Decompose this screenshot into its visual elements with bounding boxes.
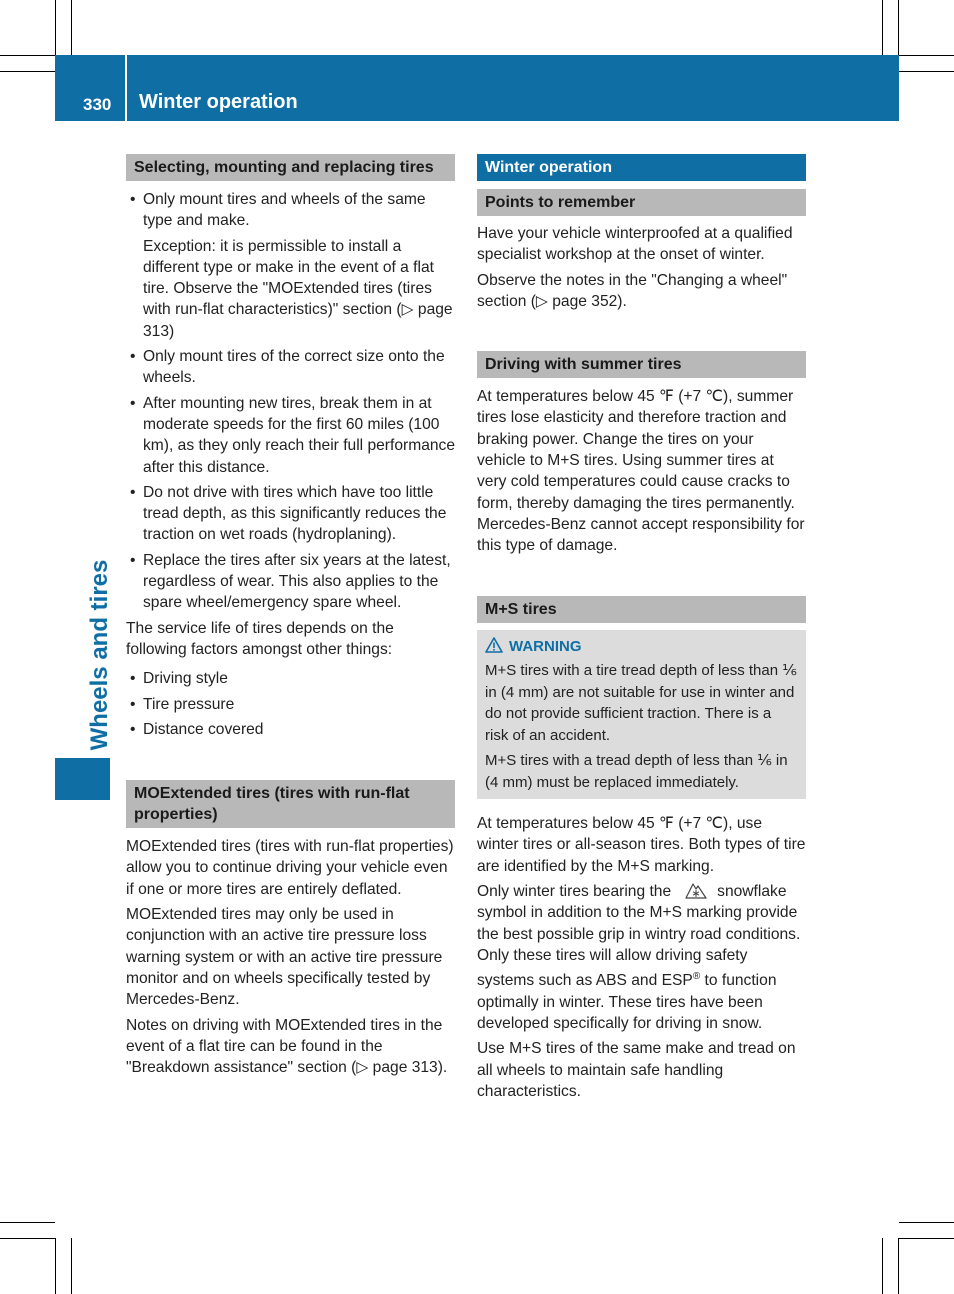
- section-heading-main: Winter operation: [477, 154, 806, 181]
- paragraph: Observe the notes in the "Changing a wheel" section (▷ page 352).: [477, 271, 788, 310]
- warning-title: [485, 636, 798, 658]
- list-item-subtext: Exception: it is permissible to install a different type or make in the event of a flat tire. Observe the "MOExtended tires (tires with run-flat characteristics)" section (▷ page 313): [143, 237, 453, 340]
- paragraph: MOExtended tires may only be used in conjunction with an active tire pressure loss warning system or with an active tire pressure monitor and on wheels specifically tested by Mercedes-Benz.: [126, 906, 443, 1009]
- paragraph: Use M+S tires of the same make and tread on all wheels to maintain safe handling characteristics.: [477, 1040, 796, 1100]
- factors-list: [126, 668, 455, 740]
- page-number: 330: [83, 95, 112, 114]
- list-item: • After mounting new tires, break them in at moderate speeds for the first 60 miles (100 km), as they only reach their full performance after this distance.: [126, 393, 455, 478]
- crop-mark: [0, 71, 55, 72]
- warning-title-text: WARNING: [509, 637, 582, 655]
- crop-mark: [0, 1222, 55, 1223]
- list-item: • Distance covered: [126, 719, 455, 740]
- right-column: [477, 154, 806, 1106]
- warning-box: [477, 630, 806, 800]
- tire-rules-list: [126, 189, 455, 614]
- paragraph: Have your vehicle winterproofed at a qualified specialist workshop at the onset of winter.: [477, 225, 793, 264]
- section-heading: Driving with summer tires: [477, 351, 806, 378]
- section-heading: MOExtended tires (tires with run-flat properties): [126, 780, 455, 828]
- left-column: [126, 154, 455, 1082]
- crop-mark: [71, 1238, 72, 1294]
- text-run: snowflake symbol in addition to the M+S marking provide the best possible grip in wintry road conditions. Only these tires will allow driving safety systems such as ABS and ESP: [477, 882, 801, 990]
- crop-mark: [0, 55, 55, 56]
- text-run: to function optimally in winter. These tires have been developed specifically for driving in snow.: [477, 972, 777, 1032]
- page-header: [55, 55, 899, 121]
- chapter-label: Wheels and tires: [86, 559, 113, 751]
- list-item-text: • Only mount tires and wheels of the same type and make.: [143, 191, 426, 230]
- list-item: • Only mount tires of the correct size onto the wheels.: [126, 346, 455, 389]
- crop-mark: [55, 1238, 56, 1294]
- crop-mark: [899, 1238, 954, 1239]
- crop-mark: [71, 0, 72, 55]
- paragraph: [477, 881, 806, 1034]
- warning-text: M+S tires with a tread depth of less than ⅙ in (4 mm) must be replaced immediately.: [485, 752, 788, 791]
- registered-mark: ®: [692, 971, 701, 983]
- paragraph: At temperatures below 45 ℉ (+7 ℃), summer tires lose elasticity and therefore traction and braking power. Change the tires on your vehicle to M+S tires. Using summer tires at very cold temperatures could cause cracks to form, thereby damaging the tires permanently. Mercedes-Benz cannot accept responsibility for this type of damage.: [477, 388, 805, 555]
- section-heading: Points to remember: [477, 189, 806, 216]
- list-item: • Tire pressure: [126, 694, 455, 715]
- list-item: [126, 189, 455, 342]
- list-item: • Replace the tires after six years at the latest, regardless of wear. This also applies to the spare wheel/emergency spare wheel.: [126, 550, 455, 614]
- crop-mark: [882, 0, 883, 55]
- crop-mark: [899, 71, 954, 72]
- page-title: Winter operation: [139, 91, 298, 113]
- crop-mark: [898, 0, 899, 55]
- list-item: • Driving style: [126, 668, 455, 689]
- crop-mark: [0, 1238, 55, 1239]
- header-divider: [125, 55, 127, 121]
- crop-mark: [899, 1222, 954, 1223]
- warning-text: M+S tires with a tire tread depth of less than ⅙ in (4 mm) are not suitable for use in winter and do not provide sufficient traction. There is a risk of an accident.: [485, 662, 797, 744]
- section-heading: M+S tires: [477, 596, 806, 623]
- paragraph: MOExtended tires (tires with run-flat properties) allow you to continue driving your vehicle even if one or more tires are entirely deflated.: [126, 838, 454, 898]
- snowflake-mountain-icon: [685, 881, 707, 899]
- crop-mark: [898, 1238, 899, 1294]
- warning-icon: [485, 637, 503, 653]
- side-tab-marker: [55, 758, 110, 800]
- paragraph: At temperatures below 45 ℉ (+7 ℃), use winter tires or all-season tires. Both types of tire are identified by the M+S marking.: [477, 815, 806, 875]
- text-run: Only winter tires bearing the: [477, 882, 672, 900]
- section-heading: Selecting, mounting and replacing tires: [126, 154, 455, 181]
- list-item: • Do not drive with tires which have too little tread depth, as this significantly reduces the traction on wet roads (hydroplaning).: [126, 482, 455, 546]
- paragraph: Notes on driving with MOExtended tires in the event of a flat tire can be found in the "Breakdown assistance" section (▷ page 313).: [126, 1016, 448, 1077]
- crop-mark: [55, 0, 56, 55]
- crop-mark: [882, 1238, 883, 1294]
- crop-mark: [899, 55, 954, 56]
- paragraph: The service life of tires depends on the following factors amongst other things:: [126, 619, 394, 658]
